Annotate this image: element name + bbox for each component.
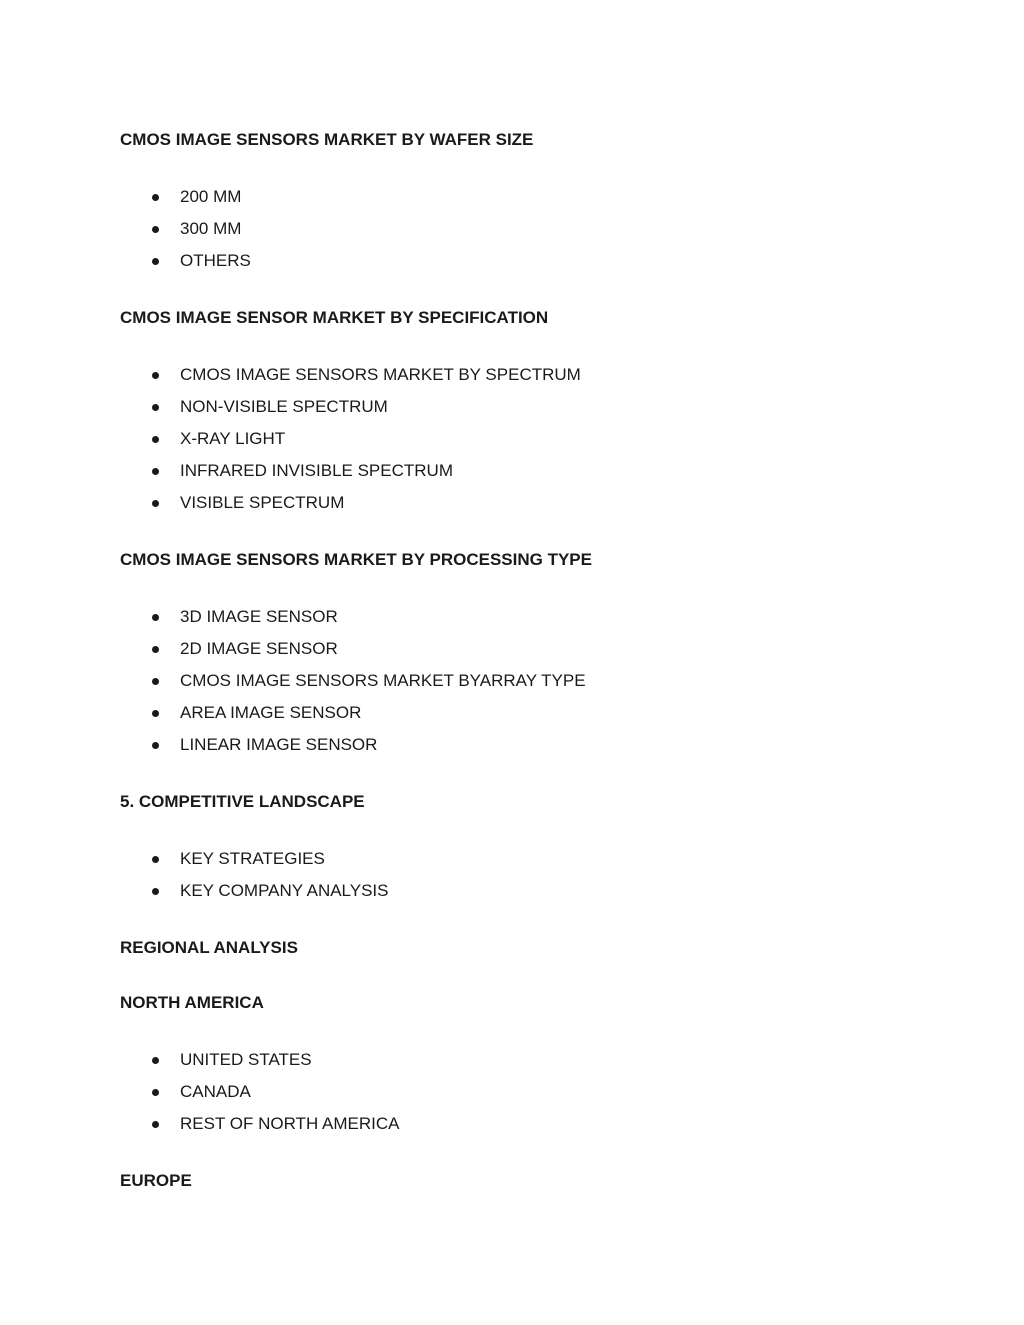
- list-item: KEY STRATEGIES: [120, 843, 920, 875]
- bullet-icon: [152, 436, 159, 443]
- list-item: 2D IMAGE SENSOR: [120, 633, 920, 665]
- bullet-icon: [152, 1121, 159, 1128]
- list-item: KEY COMPANY ANALYSIS: [120, 875, 920, 907]
- bullet-icon: [152, 710, 159, 717]
- bullet-icon: [152, 194, 159, 201]
- list-item: LINEAR IMAGE SENSOR: [120, 729, 920, 761]
- bullet-icon: [152, 1089, 159, 1096]
- bullet-icon: [152, 646, 159, 653]
- list-item: 200 MM: [120, 181, 920, 213]
- heading-europe: EUROPE: [120, 1171, 192, 1190]
- heading-regional-analysis: REGIONAL ANALYSIS: [120, 938, 298, 957]
- list-item: X-RAY LIGHT: [120, 423, 920, 455]
- bullet-icon: [152, 258, 159, 265]
- list-north-america: [120, 1044, 920, 1140]
- bullet-icon: [152, 888, 159, 895]
- bullet-icon: [152, 226, 159, 233]
- bullet-icon: [152, 372, 159, 379]
- list-item: INFRARED INVISIBLE SPECTRUM: [120, 455, 920, 487]
- heading-north-america: NORTH AMERICA: [120, 993, 264, 1012]
- heading-processing-type: CMOS IMAGE SENSORS MARKET BY PROCESSING TYPE: [120, 550, 592, 569]
- document-content: [120, 126, 920, 1195]
- heading-competitive-landscape: 5. COMPETITIVE LANDSCAPE: [120, 792, 365, 811]
- list-item: AREA IMAGE SENSOR: [120, 697, 920, 729]
- list-specification: [120, 359, 920, 519]
- list-item: CMOS IMAGE SENSORS MARKET BY SPECTRUM: [120, 359, 920, 391]
- list-item: REST OF NORTH AMERICA: [120, 1108, 920, 1140]
- bullet-icon: [152, 678, 159, 685]
- bullet-icon: [152, 614, 159, 621]
- list-processing-type: [120, 601, 920, 761]
- list-item: CANADA: [120, 1076, 920, 1108]
- list-competitive-landscape: [120, 843, 920, 907]
- list-item: VISIBLE SPECTRUM: [120, 487, 920, 519]
- bullet-icon: [152, 856, 159, 863]
- section-spacer: [120, 962, 920, 989]
- bullet-icon: [152, 468, 159, 475]
- list-item: UNITED STATES: [120, 1044, 920, 1076]
- list-item: OTHERS: [120, 245, 920, 277]
- bullet-icon: [152, 500, 159, 507]
- list-wafer-size: [120, 181, 920, 277]
- list-item: CMOS IMAGE SENSORS MARKET BYARRAY TYPE: [120, 665, 920, 697]
- list-item: NON-VISIBLE SPECTRUM: [120, 391, 920, 423]
- heading-specification: CMOS IMAGE SENSOR MARKET BY SPECIFICATION: [120, 308, 549, 327]
- bullet-icon: [152, 1057, 159, 1064]
- heading-wafer-size: CMOS IMAGE SENSORS MARKET BY WAFER SIZE: [120, 130, 534, 149]
- list-item: 300 MM: [120, 213, 920, 245]
- list-item: 3D IMAGE SENSOR: [120, 601, 920, 633]
- bullet-icon: [152, 404, 159, 411]
- bullet-icon: [152, 742, 159, 749]
